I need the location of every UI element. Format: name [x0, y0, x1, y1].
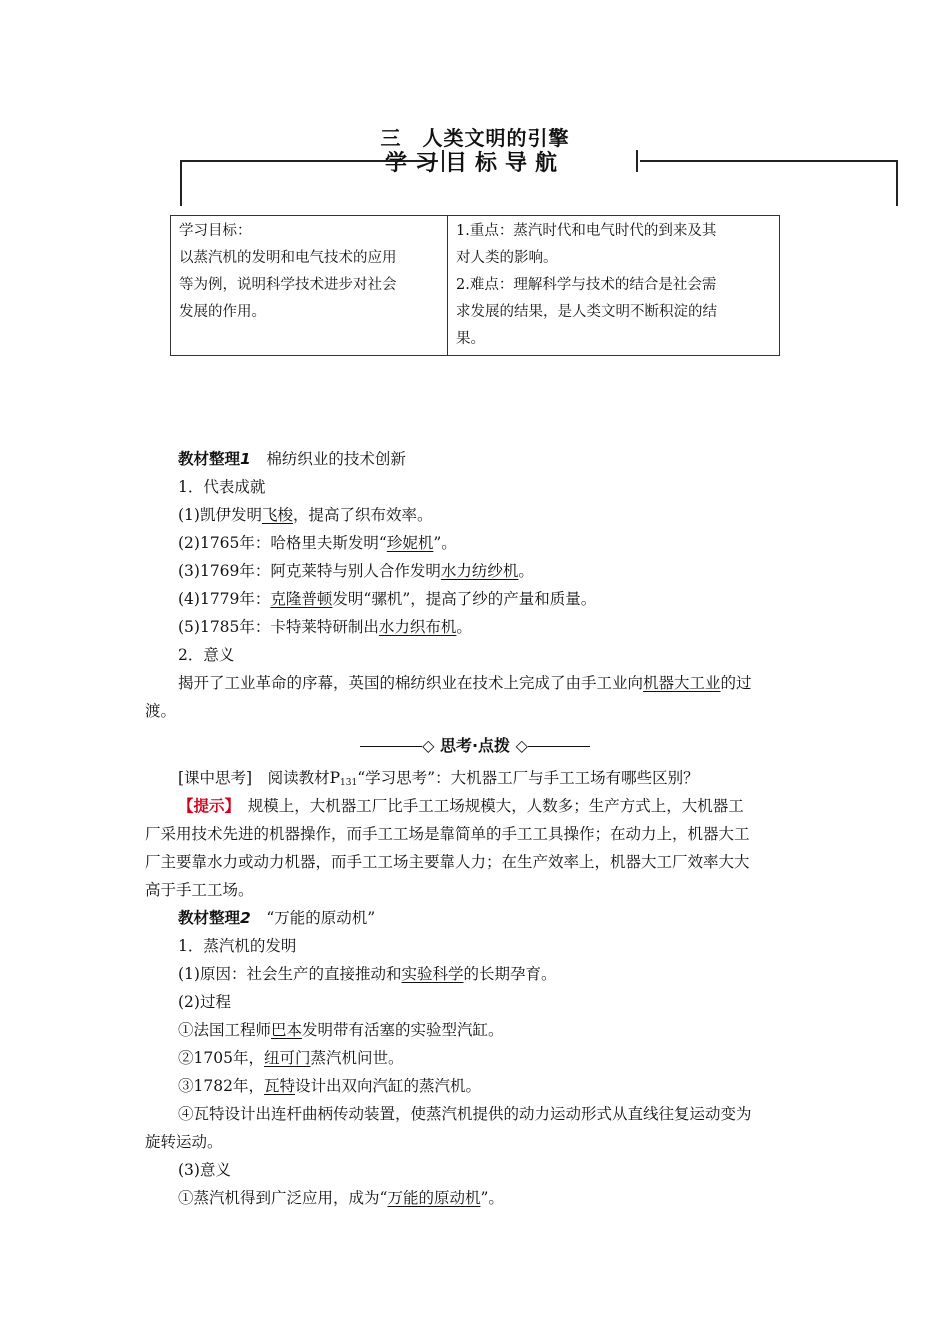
s2-item1: 1．蒸汽机的发明: [178, 937, 297, 955]
underlined-answer: 珍妮机: [386, 534, 434, 552]
text: ”。: [433, 534, 457, 552]
text: 揭开了工业革命的序幕，英国的棉纺织业在技术上完成了由手工业向: [178, 674, 644, 692]
think-answer-line1: [178, 792, 744, 820]
s1-item2: 2．意义: [178, 646, 235, 664]
underlined-answer: 瓦特: [263, 1077, 295, 1095]
text: 发明“骡机”，提高了纱的产量和质量。: [332, 590, 597, 608]
s1-achievement-4: [178, 585, 596, 613]
learning-goals-table: [170, 215, 780, 356]
page-title: 三 人类文明的引擎: [380, 126, 570, 150]
section2-label: 教材整理: [178, 909, 241, 927]
text: 设计出双向汽缸的蒸汽机。: [294, 1077, 481, 1095]
text: 。: [456, 618, 472, 636]
think-answer-line4: 高于手工工场。: [145, 881, 254, 899]
goals-right-line: 对人类的影响。: [456, 250, 558, 266]
section2-heading: [178, 904, 375, 932]
text: ①蒸汽机得到广泛应用，成为“: [178, 1189, 388, 1207]
underlined-answer: 纽可门: [263, 1049, 311, 1067]
section-banner: 学习目标导航: [384, 151, 565, 176]
text: 的过: [720, 674, 752, 692]
s1-achievement-2: [178, 529, 457, 557]
underlined-answer: 巴本: [271, 1021, 303, 1039]
text: (4)1779年：: [178, 590, 271, 608]
s1-achievement-1: [178, 501, 433, 529]
text: (1)原因：社会生产的直接推动和: [178, 965, 402, 983]
s2-meaning-1: [178, 1184, 504, 1212]
text: (3)1769年：阿克莱特与别人合作发明: [178, 562, 441, 580]
s1-achievement-3: [178, 557, 534, 585]
text: ③1782年，: [178, 1077, 264, 1095]
s1-significance: [178, 669, 752, 697]
text: 蒸汽机问世。: [310, 1049, 404, 1067]
section1-num: 1: [240, 450, 251, 468]
s2-process-2: [178, 1044, 403, 1072]
s1-item1: 1．代表成就: [178, 478, 266, 496]
s1-significance-cont: 渡。: [145, 702, 177, 720]
section2-num: 2: [240, 909, 251, 927]
s2-cause: [178, 960, 557, 988]
s2-process: (2)过程: [178, 993, 231, 1011]
think-header: ◇ 思考·点拨 ◇: [0, 733, 950, 756]
rule: [360, 746, 422, 747]
s2-process-3: [178, 1072, 481, 1100]
text: 规模上，大机器工厂比手工工场规模大，人数多；生产方式上，大机器工: [232, 797, 744, 815]
section1-label: 教材整理: [178, 450, 241, 468]
underlined-answer: 飞梭: [261, 506, 293, 524]
think-title: 思考·点拨: [439, 736, 511, 755]
goals-right-line: 求发展的结果，是人类文明不断积淀的结: [456, 304, 717, 320]
text: 。: [518, 562, 534, 580]
underlined-answer: 水力织布机: [378, 618, 457, 636]
goals-right-cell: [448, 216, 780, 356]
s1-achievement-5: [178, 613, 472, 641]
text: ，提高了织布效率。: [292, 506, 433, 524]
s2-process-4: ④瓦特设计出连杆曲柄传动装置，使蒸汽机提供的动力运动形式从直线往复运动变为: [178, 1105, 752, 1123]
underlined-answer: 克隆普顿: [270, 590, 333, 608]
text: (1)凯伊发明: [178, 506, 262, 524]
text: ②1705年，: [178, 1049, 264, 1067]
underlined-answer: 水力纺纱机: [440, 562, 519, 580]
goals-right-line: 1.重点：蒸汽时代和电气时代的到来及其: [456, 223, 717, 239]
text: 的长期孕育。: [463, 965, 557, 983]
section1-title: 棉纺织业的技术创新: [266, 450, 406, 468]
text: ”。: [480, 1189, 504, 1207]
s2-process-1: [178, 1016, 504, 1044]
text: 发明带有活塞的实验型汽缸。: [302, 1021, 504, 1039]
goals-left-line: 以蒸汽机的发明和电气技术的应用: [179, 250, 397, 266]
goals-right-line: 果。: [456, 331, 485, 347]
underlined-answer: 实验科学: [401, 965, 464, 983]
think-answer-line3: 厂主要靠水力或动力机器，而手工工场主要靠人力；在生产效率上，机器大工厂效率大大: [145, 853, 750, 871]
goals-left-cell: [171, 216, 448, 356]
think-answer-line2: 厂采用技术先进的机器操作，而手工工场是靠简单的手工工具操作；在动力上，机器大工: [145, 825, 750, 843]
text: ①法国工程师: [178, 1021, 272, 1039]
text: [课中思考] 阅读教材P: [178, 769, 341, 787]
s2-meaning: (3)意义: [178, 1161, 231, 1179]
section1-heading: [178, 445, 406, 473]
underlined-answer: 万能的原动机: [387, 1189, 481, 1207]
goals-left-line: 等为例，说明科学技术进步对社会: [179, 277, 397, 293]
s2-process-4-cont: 旋转运动。: [145, 1133, 223, 1151]
text: (5)1785年：卡特莱特研制出: [178, 618, 379, 636]
tip-label: 【提示】: [178, 796, 233, 815]
rule: [528, 746, 590, 747]
goals-left-line: 学习目标：: [179, 223, 252, 239]
text: (2)1765年：哈格里夫斯发明“: [178, 534, 387, 552]
section2-title: “万能的原动机”: [266, 909, 376, 927]
page-subscript: 131: [340, 778, 358, 788]
goals-right-line: 2.难点：理解科学与技术的结合是社会需: [456, 277, 717, 293]
underlined-answer: 机器大工业: [643, 674, 721, 692]
goals-left-line: 发展的作用。: [179, 304, 266, 320]
text: “学习思考”：大机器工厂与手工工场有哪些区别？: [357, 769, 699, 787]
